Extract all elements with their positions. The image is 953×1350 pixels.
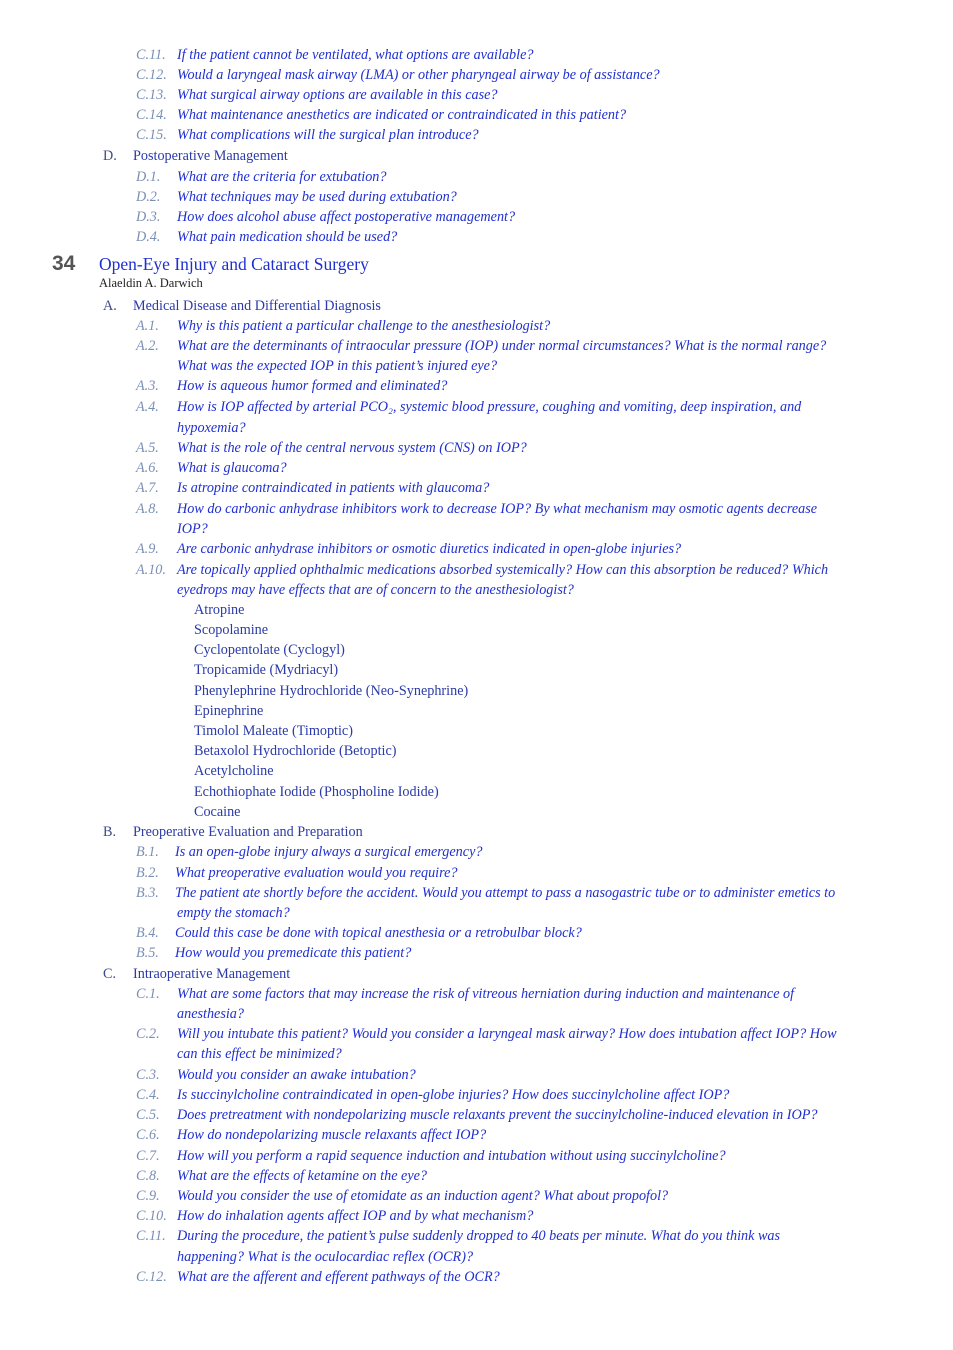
question-text[interactable]: What was the expected IOP in this patient’s injured eye? (177, 358, 498, 374)
question-number: C.12. (136, 1269, 167, 1285)
question-text: What are the criteria for extubation? (177, 169, 387, 185)
list-item: Betaxolol Hydrochloride (Betoptic) (194, 743, 397, 759)
question-text[interactable]: empty the stomach? (177, 905, 290, 921)
question-number: A.7. (136, 480, 159, 496)
question-text[interactable]: eyedrops may have effects that are of concern to the anesthesiologist? (177, 582, 574, 598)
question-text: What maintenance anesthetics are indicated or contraindicated in this patient? (177, 107, 627, 123)
question-number: C.4. (136, 1087, 160, 1103)
question-text[interactable]: Is succinylcholine contraindicated in open-globe injuries? How does succinylcholine affect IOP? (177, 1087, 730, 1103)
question-number: C.2. (136, 1026, 160, 1042)
question-text[interactable]: Is an open-globe injury always a surgical emergency? (175, 844, 483, 860)
question-number: D.3. (136, 209, 161, 225)
list-item: Cyclopentolate (Cyclogyl) (194, 642, 345, 658)
question-number: C.8. (136, 1168, 160, 1184)
question-item: C.15. (136, 127, 167, 143)
question-text[interactable]: can this effect be minimized? (177, 1046, 342, 1062)
list-item: Scopolamine (194, 622, 269, 638)
question-number: C.6. (136, 1127, 160, 1143)
question-text[interactable]: How is aqueous humor formed and eliminated? (177, 378, 448, 394)
question-text: What pain medication should be used? (177, 229, 398, 245)
question-text[interactable]: During the procedure, the patient’s pulse suddenly dropped to 40 beats per minute. What do you think was (177, 1228, 781, 1244)
question-number: C.7. (136, 1148, 160, 1164)
question-text[interactable]: Why is this patient a particular challenge to the anesthesiologist? (177, 318, 551, 334)
question-text: What complications will the surgical plan introduce? (177, 127, 479, 143)
question-number: D.4. (136, 229, 161, 245)
list-item: Atropine (194, 602, 245, 618)
question-number: B.2. (136, 865, 159, 881)
question-item: C.12. (136, 67, 167, 83)
section-heading-c[interactable]: C. Intraoperative Management (103, 966, 291, 982)
question-text[interactable]: How would you premedicate this patient? (175, 945, 412, 961)
question-number: A.2. (136, 338, 159, 354)
question-number: B.3. (136, 885, 159, 901)
question-text[interactable]: Are topically applied ophthalmic medications absorbed systemically? How can this absorption be reduced? Which (177, 562, 829, 578)
list-item: Echothiophate Iodide (Phospholine Iodide) (194, 784, 439, 800)
question-number: A.8. (136, 501, 159, 517)
question-text: How does alcohol abuse affect postoperative management? (177, 209, 516, 225)
question-text[interactable]: The patient ate shortly before the accident. Would you attempt to pass a nasogastric tube or to administer emetics to (175, 885, 836, 901)
question-number: C.1. (136, 986, 160, 1002)
question-text[interactable]: What is glaucoma? (177, 460, 287, 476)
question-number: A.1. (136, 318, 159, 334)
question-text[interactable]: How is IOP affected by arterial PCO₂, systemic blood pressure, coughing and vomiting, deep inspiration, and (177, 399, 802, 415)
list-item: Phenylephrine Hydrochloride (Neo-Synephrine) (194, 683, 469, 699)
list-item: Acetylcholine (194, 763, 274, 779)
question-text[interactable]: Does pretreatment with nondepolarizing muscle relaxants prevent the succinylcholine-induced elevation in IOP? (177, 1107, 818, 1123)
section-heading-d: D. Postoperative Management (103, 148, 288, 164)
question-text[interactable]: Is atropine contraindicated in patients with glaucoma? (177, 480, 490, 496)
section-heading-b[interactable]: B. Preoperative Evaluation and Preparation (103, 824, 363, 840)
question-text[interactable]: Could this case be done with topical anesthesia or a retrobulbar block? (175, 925, 582, 941)
chapter-number: 34 (52, 252, 76, 275)
question-number: C.10. (136, 1208, 167, 1224)
list-item: Epinephrine (194, 703, 264, 719)
question-text[interactable]: Will you intubate this patient? Would you consider a laryngeal mask airway? How does intubation affect IOP? How (177, 1026, 837, 1042)
question-text[interactable]: What preoperative evaluation would you require? (175, 865, 458, 881)
question-text[interactable]: What are the afferent and efferent pathways of the OCR? (177, 1269, 500, 1285)
question-text[interactable]: hypoxemia? (177, 420, 246, 436)
question-number: C.9. (136, 1188, 160, 1204)
question-text[interactable]: How do nondepolarizing muscle relaxants affect IOP? (177, 1127, 487, 1143)
question-text[interactable]: What are some factors that may increase the risk of vitreous herniation during induction and maintenance of (177, 986, 795, 1002)
question-text[interactable]: anesthesia? (177, 1006, 244, 1022)
chapter-author: Alaeldin A. Darwich (99, 276, 203, 290)
question-number: D.2. (136, 189, 161, 205)
list-item: Timolol Maleate (Timoptic) (194, 723, 353, 739)
question-text: Would a laryngeal mask airway (LMA) or other pharyngeal airway be of assistance? (177, 67, 660, 83)
question-item: C.13. (136, 87, 167, 103)
question-number: C.3. (136, 1067, 160, 1083)
list-item: Cocaine (194, 804, 241, 820)
question-text[interactable]: What is the role of the central nervous system (CNS) on IOP? (177, 440, 527, 456)
question-number: B.5. (136, 945, 159, 961)
question-text[interactable]: Are carbonic anhydrase inhibitors or osmotic diuretics indicated in open-globe injuries? (177, 541, 682, 557)
question-text[interactable]: Would you consider the use of etomidate as an induction agent? What about propofol? (177, 1188, 669, 1204)
question-text: If the patient cannot be ventilated, what options are available? (177, 47, 534, 63)
list-item: Tropicamide (Mydriacyl) (194, 662, 339, 678)
question-text[interactable]: How do inhalation agents affect IOP and by what mechanism? (177, 1208, 534, 1224)
chapter-title[interactable]: Open-Eye Injury and Cataract Surgery (99, 254, 369, 274)
question-number: A.9. (136, 541, 159, 557)
question-text[interactable]: Would you consider an awake intubation? (177, 1067, 416, 1083)
question-text: What techniques may be used during extubation? (177, 189, 457, 205)
question-text[interactable]: How will you perform a rapid sequence induction and intubation without using succinylcholine? (177, 1148, 726, 1164)
question-text[interactable]: IOP? (177, 521, 208, 537)
question-number: A.4. (136, 399, 159, 415)
question-text[interactable]: What are the determinants of intraocular pressure (IOP) under normal circumstances? What is the normal range? (177, 338, 827, 354)
question-text[interactable]: What are the effects of ketamine on the eye? (177, 1168, 428, 1184)
question-number: A.6. (136, 460, 159, 476)
question-number: B.4. (136, 925, 159, 941)
question-number: D.1. (136, 169, 161, 185)
question-item: C.14. (136, 107, 167, 123)
question-number: A.10. (136, 562, 166, 578)
question-text: What surgical airway options are available in this case? (177, 87, 498, 103)
question-text[interactable]: How do carbonic anhydrase inhibitors work to decrease IOP? By what mechanism may osmotic agents decrease (177, 501, 818, 517)
question-number: C.5. (136, 1107, 160, 1123)
question-number: B.1. (136, 844, 159, 860)
question-item: C.11. (136, 47, 166, 63)
section-heading-a[interactable]: A. Medical Disease and Differential Diagnosis (103, 298, 381, 314)
question-text[interactable]: happening? What is the oculocardiac reflex (OCR)? (177, 1249, 474, 1265)
question-number: A.3. (136, 378, 159, 394)
question-number: C.11. (136, 1228, 166, 1244)
question-number: A.5. (136, 440, 159, 456)
